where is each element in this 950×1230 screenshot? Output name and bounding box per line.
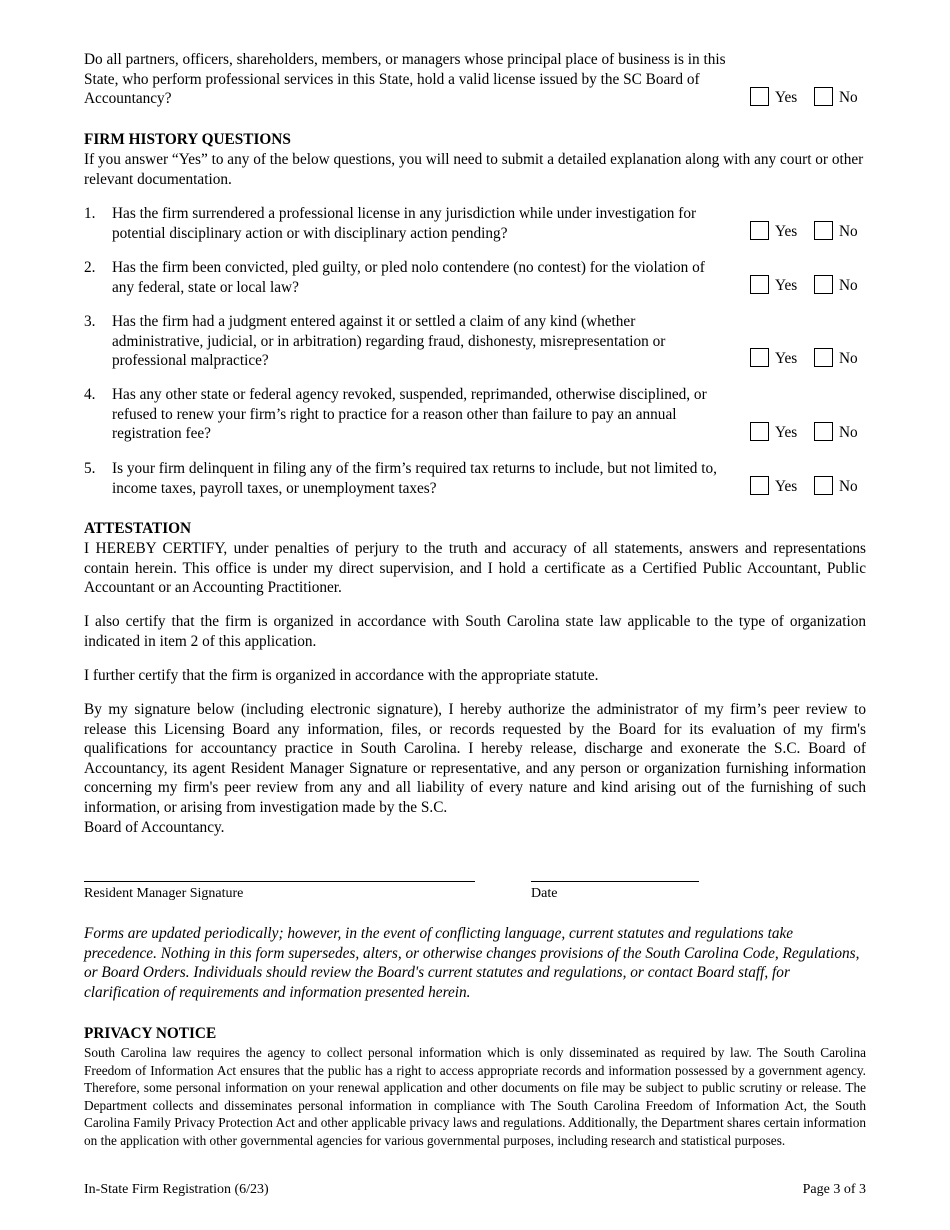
question-2-no-checkbox[interactable] xyxy=(814,275,833,294)
attestation-paragraph-2: I also certify that the firm is organized in accordance with South Carolina state law applicable to the type of organization indicated in item 2 of this application. xyxy=(84,613,866,650)
question-5-yes-checkbox[interactable] xyxy=(750,476,769,495)
signature-line[interactable] xyxy=(84,881,475,882)
question-2-text: Has the firm been convicted, pled guilty, or pled nolo contendere (no contest) for the violation of any federal, state or local law? xyxy=(112,259,705,296)
disclaimer-text: Forms are updated periodically; however, in the event of conflicting language, current statutes and regulations take precedence. Nothing in this form supersedes, alters, or otherwise changes provisions of the South Carolina Code, Regulations, or Board Orders. Individuals should review the Board's current statutes and regulations, or contact Board staff, for clarification of requirements and information presented herein. xyxy=(84,925,860,1001)
license-no-checkbox[interactable] xyxy=(814,87,833,106)
question-2-yes-label: Yes xyxy=(775,277,798,294)
attestation-paragraph-3: I further certify that the firm is organized in accordance with the appropriate statute. xyxy=(84,667,599,684)
question-2-answer xyxy=(750,275,870,295)
question-1-yes-checkbox[interactable] xyxy=(750,221,769,240)
question-3-number: 3. xyxy=(84,313,96,330)
attestation-paragraph-4: By my signature below (including electronic signature), I hereby authorize the administrator of my firm’s peer review to release this Licensing Board any information, files, or records requested by the Board for its evaluation of my firm's qualifications for accountancy practice in South Carolina. I hereby release, discharge and exonerate the S.C. Board of Accountancy, its agent Resident Manager Signature or representative, and any person or organization furnishing information concerning my firm's peer review from any and all liability of every nature and kind arising out of the furnishing of such information, or arising from investigation made by the S.C. xyxy=(84,701,866,816)
question-1-answer xyxy=(750,221,870,241)
date-label: Date xyxy=(531,886,558,901)
firm-history-heading: FIRM HISTORY QUESTIONS xyxy=(84,131,291,148)
question-1-text: Has the firm surrendered a professional license in any jurisdiction while under investigation for potential disciplinary action or with disciplinary action pending? xyxy=(112,205,697,242)
license-yes-checkbox[interactable] xyxy=(750,87,769,106)
question-3-text: Has the firm had a judgment entered against it or settled a claim of any kind (whether administrative, judicial, or in arbitration) regarding fraud, dishonesty, misrepresentation or professional malpractice? xyxy=(112,313,666,370)
question-5-no-checkbox[interactable] xyxy=(814,476,833,495)
license-yes-label: Yes xyxy=(775,89,798,106)
question-5-no-label: No xyxy=(839,478,858,495)
question-4-answer xyxy=(750,422,870,442)
attestation-heading: ATTESTATION xyxy=(84,520,192,537)
question-3-no-label: No xyxy=(839,350,858,367)
question-4-no-checkbox[interactable] xyxy=(814,422,833,441)
question-1-no-checkbox[interactable] xyxy=(814,221,833,240)
question-1-yes-label: Yes xyxy=(775,223,798,240)
question-3-yes-checkbox[interactable] xyxy=(750,348,769,367)
footer-form-id: In-State Firm Registration (6/23) xyxy=(84,1182,269,1197)
signature-label: Resident Manager Signature xyxy=(84,886,244,901)
license-question-text: Do all partners, officers, shareholders, members, or managers whose principal place of business is in this State, who perform professional services in this State, hold a valid license issued by the SC Board of Accountancy? xyxy=(84,51,726,108)
question-4-yes-checkbox[interactable] xyxy=(750,422,769,441)
footer-page-number: Page 3 of 3 xyxy=(802,1182,866,1197)
question-3-no-checkbox[interactable] xyxy=(814,348,833,367)
privacy-text: South Carolina law requires the agency to collect personal information which is only disseminated as required by law. The South Carolina Freedom of Information Act ensures that the public has a right to access appropriate records and information possessed by a government agency. Therefore, some personal information on your renewal application and other documents on file may be subject to public scrutiny or release. The Department collects and disseminates personal information in compliance with The South Carolina Freedom of Information Act, the South Carolina Family Privacy Protection Act and other applicable privacy laws and regulations. Additionally, the Department shares certain information on the application with other governmental agencies for various governmental purposes, including research and statistical purposes. xyxy=(84,1045,866,1148)
privacy-heading: PRIVACY NOTICE xyxy=(84,1025,217,1042)
question-3-answer xyxy=(750,348,870,368)
question-1-no-label: No xyxy=(839,223,858,240)
question-5-number: 5. xyxy=(84,460,96,477)
license-question-answer xyxy=(750,87,870,107)
question-5-yes-label: Yes xyxy=(775,478,798,495)
question-5-answer xyxy=(750,476,870,496)
question-5-text: Is your firm delinquent in filing any of the firm’s required tax returns to include, but not limited to, income taxes, payroll taxes, or unemployment taxes? xyxy=(112,460,717,497)
date-line[interactable] xyxy=(531,881,699,882)
question-3-yes-label: Yes xyxy=(775,350,798,367)
question-1-number: 1. xyxy=(84,205,96,222)
firm-history-intro: If you answer “Yes” to any of the below questions, you will need to submit a detailed explanation along with any court or other relevant documentation. xyxy=(84,151,864,188)
question-4-text: Has any other state or federal agency revoked, suspended, reprimanded, otherwise disciplined, or refused to renew your firm’s right to practice for a reason other than failure to pay an annual registration fee? xyxy=(112,386,707,443)
attestation-paragraph-1: I HEREBY CERTIFY, under penalties of perjury to the truth and accuracy of all statements, answers and representations contain herein. This office is under my direct supervision, and I hold a certificate as a Certified Public Accountant, Public Accountant or an Accounting Practitioner. xyxy=(84,540,866,597)
question-2-no-label: No xyxy=(839,277,858,294)
question-4-number: 4. xyxy=(84,386,96,403)
attestation-paragraph-4-end: Board of Accountancy. xyxy=(84,819,225,836)
question-4-yes-label: Yes xyxy=(775,424,798,441)
question-2-number: 2. xyxy=(84,259,96,276)
question-4-no-label: No xyxy=(839,424,858,441)
license-no-label: No xyxy=(839,89,858,106)
question-2-yes-checkbox[interactable] xyxy=(750,275,769,294)
